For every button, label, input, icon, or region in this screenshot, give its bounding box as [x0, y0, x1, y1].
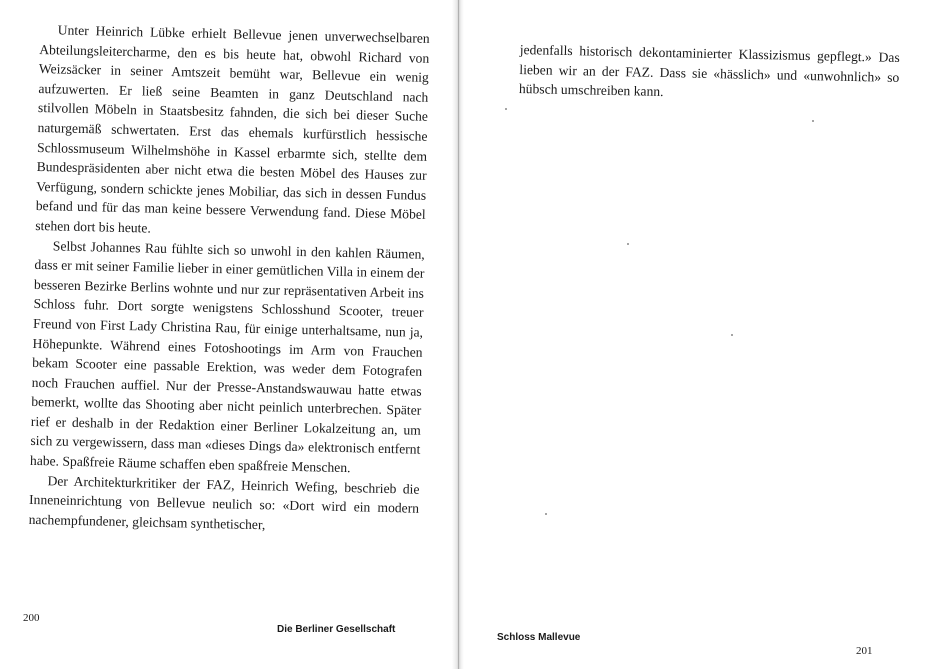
right-page-body — [519, 40, 900, 107]
gutter-fold-line — [458, 0, 459, 669]
left-page-body — [28, 20, 429, 538]
paragraph-2: Selbst Johannes Rau fühlte sich so unwohl in den kahlen Räumen, dass er mit seiner Familie lieber in einer gemütlichen Villa in einem der besseren Bezirke Berlins wohnte und nur zur repräsentativen Arbeit ins Schloss fuhr. Dort sorgte wenigstens Schlosshund Scooter, treuer Freund von First Lady Christina Rau, für einige unterhaltsame, nun ja, Höhepunkte. Während eines Fotoshootings im Arm von Frauchen bekam Scooter eine passable Erektion, was weder dem Fotografen noch Frauchen auffiel. Nur der Presse-Anstandswauwau hatte etwas bemerkt, wollte das Shooting aber nicht peinlich unterbrechen. Später rief er deshalb in der Redaktion einer Berliner Lokalzeitung an, um sich zu vergewissern, dass man «dieses Dings da» elektronisch entfernt habe. Spaßfreie Räume schaffen eben spaßfreie Menschen. — [29, 237, 425, 476]
scan-speck — [627, 243, 629, 245]
running-head-left: Die Berliner Gesellschaft — [277, 624, 396, 635]
paragraph-3: Der Architekturkritiker der FAZ, Heinrich Wefing, beschrieb die Inneneinrichtung von Bellevue neulich so: «Dort wird ein modern nachempfundener, gleichsam synthetischer, — [28, 472, 420, 533]
scan-speck — [505, 108, 507, 110]
page-number-left: 200 — [23, 612, 40, 624]
scan-speck — [545, 513, 547, 515]
paragraph-1: Unter Heinrich Lübke erhielt Bellevue jenen unverwechselbaren Abteilungsleitercharme, den es bis heute hat, obwohl Richard von Weizsäcker in seiner Amtszeit bemüht war, Bellevue ein wenig aufzuwerten. Er ließ seine Beamten in ganz Deutschland nach stilvollen Möbeln in Staatsbesitz fahnden, die sich bei dieser Suche naturgemäß schwertaten. Erst das ehemals kurfürstlich hessische Schlossmuseum Wilhelmshöhe in Kassel erbarmte sich, stellte dem Bundespräsidenten aber nicht etwa die besten Möbel des Hauses zur Verfügung, sondern schickte jenes Mobiliar, das sich in dessen Fundus befand und für das man keine bessere Verwendung fand. Diese Möbel stehen dort bis heute. — [35, 22, 430, 236]
running-head-right: Schloss Mallevue — [497, 632, 581, 643]
scan-speck — [731, 334, 733, 336]
page-number-right: 201 — [856, 645, 873, 657]
scan-speck — [812, 120, 814, 122]
right-page — [462, 0, 927, 669]
paragraph-continuation: jedenfalls historisch dekontaminierter Klassizismus gepflegt.» Das lieben wir an der FAZ. Dass sie «hässlich» und «unwohnlich» so hübsch umschreiben kann. — [518, 41, 900, 100]
left-page — [0, 0, 455, 669]
